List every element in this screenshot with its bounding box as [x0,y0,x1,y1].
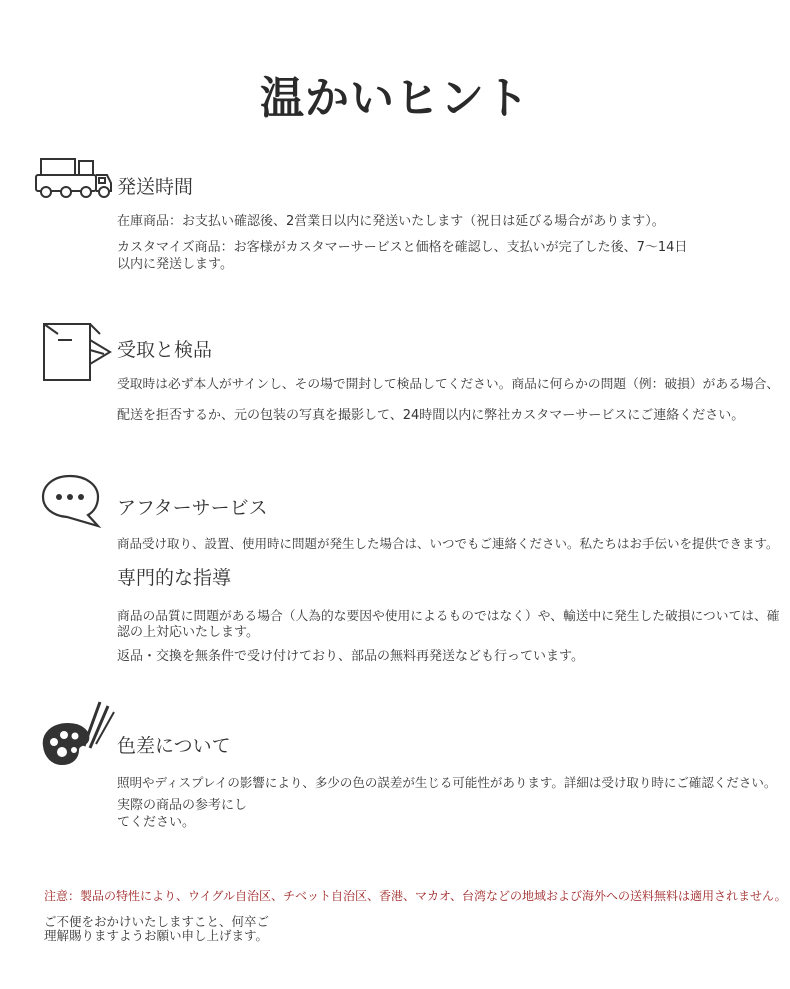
after-service-line-1: 商品受け取り、設置、使用時に問題が発生した場合は、いつでもご連絡ください。私たちはお手伝いを提供できます。 [117,536,779,551]
section-heading-receipt: 受取と検品 [117,339,213,361]
guidance-line-1: 商品の品質に問題がある場合（人為的な要因や使用によるものではなく）や、輸送中に発生した破損については、確 [117,609,780,624]
truck-icon [33,155,113,201]
color-line-1: 照明やディスプレイの影響により、多少の色の誤差が生じる可能性があります。詳細は受け取り時にご確認ください。 [117,775,777,790]
speech-bubble-icon [40,473,104,529]
color-line-2: 実際の商品の参考にし [117,798,248,813]
shipping-line-1: 在庫商品：お支払い確認後、2営業日以内に発送いたします（祝日は延びる場合があります）。 [117,214,665,229]
section-heading-shipping: 発送時間 [117,176,194,198]
palette-icon [40,698,116,768]
shipping-line-3: 以内に発送します。 [117,257,233,272]
section-heading-guidance: 専門的な指導 [117,567,232,589]
shipping-line-2: カスタマイズ商品：お客様がカスタマーサービスと価格を確認し、支払いが完了した後、7〜14日 [117,240,688,255]
color-line-3: てください。 [117,815,196,830]
apology-line-1: ご不便をおかけいたしますこと、何卒ご [44,914,270,929]
page-title: 温かいヒント [260,73,530,124]
guidance-line-3: 返品・交換を無条件で受け付けており、部品の無料再発送なども行っています。 [117,649,584,664]
section-heading-after-service: アフターサービス [117,497,268,519]
receipt-line-1: 受取時は必ず本人がサインし、その場で開封して検品してください。商品に何らかの問題（例：破損）がある場合、 [117,377,780,392]
receipt-line-2: 配送を拒否するか、元の包装の写真を撮影して、24時間以内に弊社カスタマーサービスにご連絡ください。 [117,408,745,423]
guidance-line-2: 認の上対応いたします。 [117,625,259,640]
shipping-warning: 注意：製品の特性により、ウイグル自治区、チベット自治区、香港、マカオ、台湾などの地域および海外への送料無料は適用されません。 [44,889,787,903]
box-icon [40,320,112,384]
section-heading-color: 色差について [117,735,231,757]
apology-line-2: 理解賜りますようお願い申し上げます。 [44,928,269,943]
